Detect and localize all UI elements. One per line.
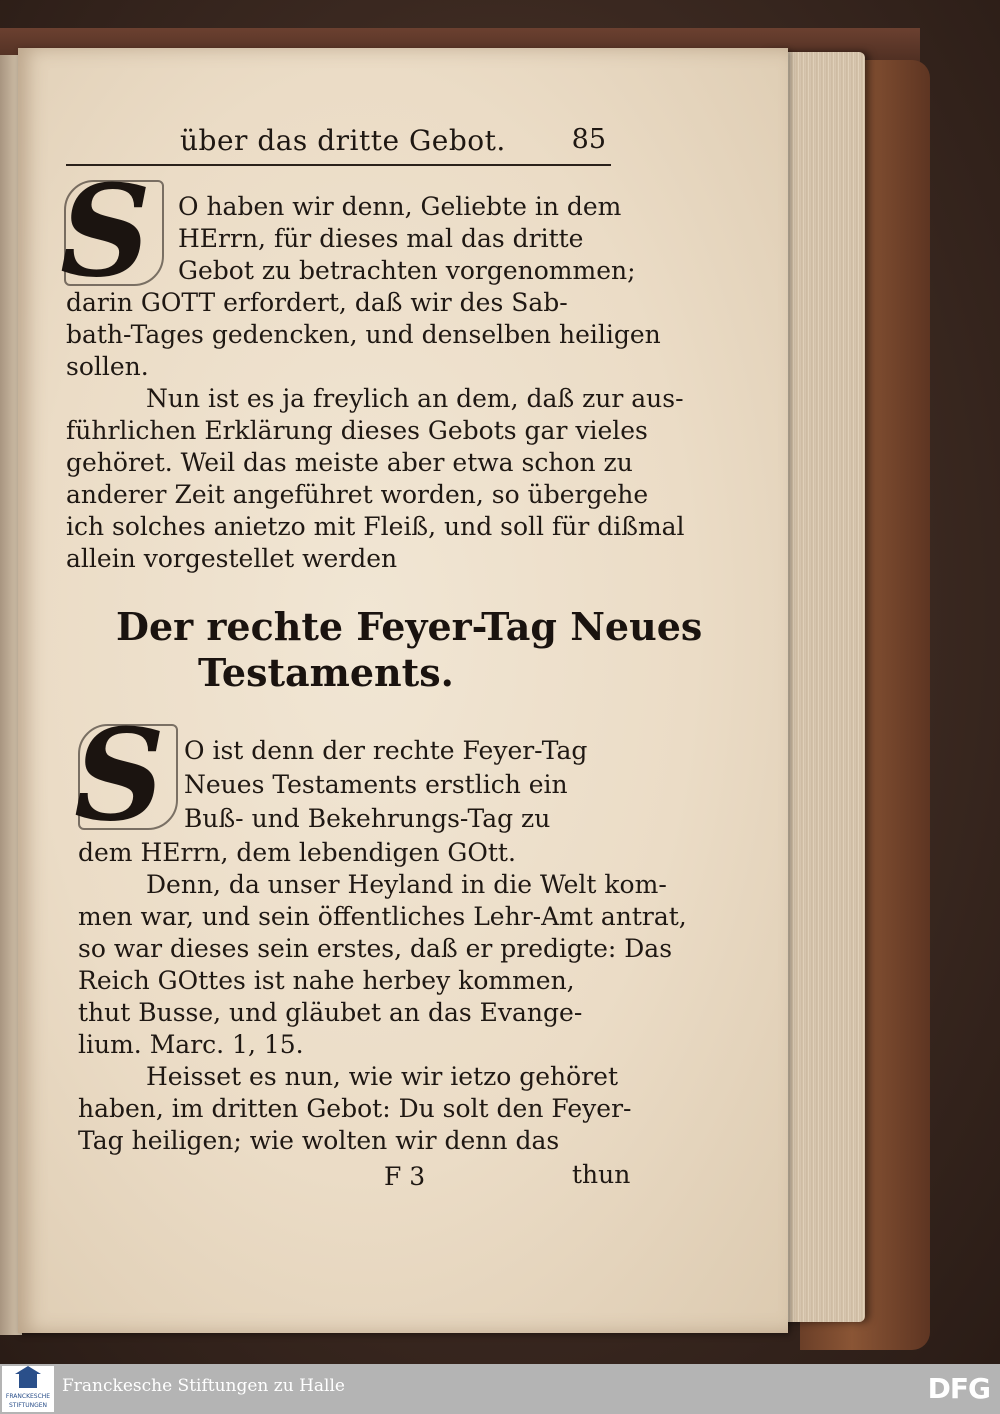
building-icon <box>19 1372 37 1388</box>
text-line: so war dieses sein erstes, daß er predigte: Das <box>78 934 673 963</box>
text-line: Gebot zu betrachten vorgenommen; <box>178 256 636 285</box>
text-line: haben, im dritten Gebot: Du solt den Feyer- <box>78 1094 632 1123</box>
text-line: O haben wir denn, Geliebte in dem <box>178 192 622 221</box>
text-line: gehöret. Weil das meiste aber etwa schon zu <box>66 448 633 477</box>
section-heading-line-2: Testaments. <box>198 650 454 695</box>
institution-logo <box>2 1366 54 1412</box>
drop-cap: S <box>74 701 165 849</box>
text-line: sollen. <box>66 352 149 381</box>
text-line: allein vorgestellet werden <box>66 544 398 573</box>
text-line: O ist denn der rechte Feyer-Tag <box>184 736 588 765</box>
catchword: thun <box>572 1160 631 1189</box>
text-line: Neues Testaments erstlich ein <box>184 770 568 799</box>
text-line: Denn, da unser Heyland in die Welt kom- <box>146 870 667 899</box>
institution-name: Franckesche Stiftungen zu Halle <box>62 1376 345 1396</box>
text-line: dem HErrn, dem lebendigen GOtt. <box>78 838 516 867</box>
viewer-footer <box>0 1364 1000 1414</box>
text-line: lium. Marc. 1, 15. <box>78 1030 304 1059</box>
text-line: HErrn, für dieses mal das dritte <box>178 224 584 253</box>
section-heading-line-1: Der rechte Feyer-Tag Neues <box>116 604 703 649</box>
logo-text-line-2: STIFTUNGEN <box>8 1402 48 1409</box>
text-line: Reich GOttes ist nahe herbey kommen, <box>78 966 575 995</box>
dfg-logo: DFG <box>927 1372 990 1405</box>
text-line: darin GOTT erfordert, daß wir des Sab- <box>66 288 568 317</box>
text-line: Heisset es nun, wie wir ietzo gehöret <box>146 1062 618 1091</box>
running-head-title: über das dritte Gebot. <box>180 124 506 157</box>
text-line: anderer Zeit angeführet worden, so übergehe <box>66 480 649 509</box>
text-line: ich solches anietzo mit Fleiß, und soll für dißmal <box>66 512 685 541</box>
text-line: führlichen Erklärung dieses Gebots gar vieles <box>66 416 648 445</box>
text-line: thut Busse, und gläubet an das Evange- <box>78 998 583 1027</box>
drop-cap: S <box>60 157 151 305</box>
text-line: Tag heiligen; wie wolten wir denn das <box>78 1126 560 1155</box>
text-line: Buß- und Bekehrungs-Tag zu <box>184 804 551 833</box>
text-line: bath-Tages gedencken, und denselben heiligen <box>66 320 661 349</box>
logo-text-line-1: FRANCKESCHE <box>5 1393 51 1400</box>
page-number: 85 <box>571 124 606 155</box>
signature-mark: F 3 <box>384 1162 426 1191</box>
text-line: Nun ist es ja freylich an dem, daß zur aus- <box>146 384 684 413</box>
text-line: men war, und sein öffentliches Lehr-Amt antrat, <box>78 902 687 931</box>
